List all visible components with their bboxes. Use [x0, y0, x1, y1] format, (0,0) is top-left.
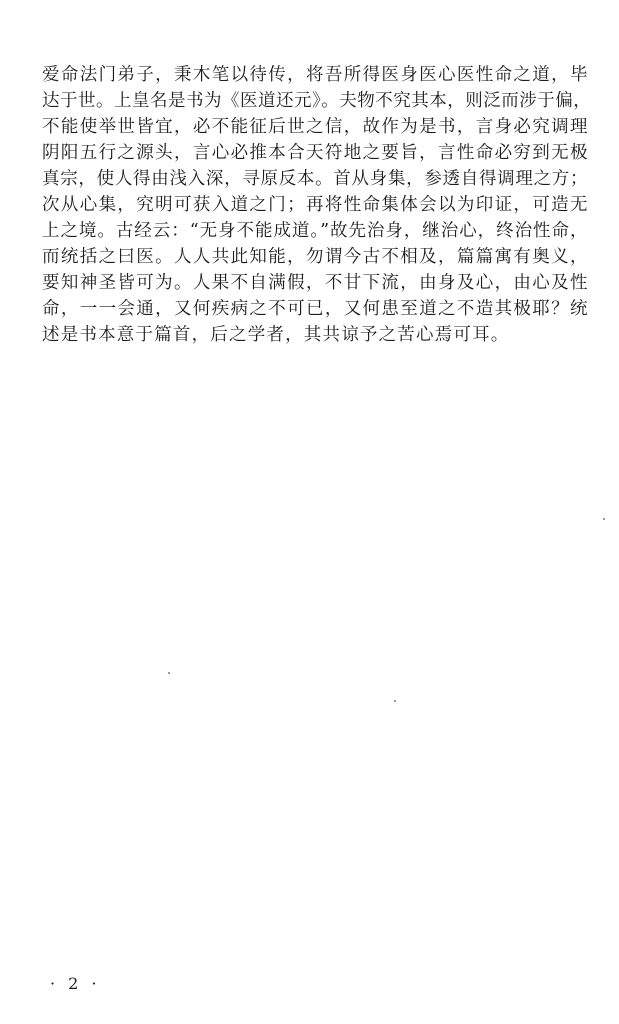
scan-speck [603, 518, 605, 520]
text-line: 阴阳五行之源头，言心必推本合天符地之要旨，言性命必穷到无极 [42, 143, 588, 163]
text-line: 达于世。上皇名是书为《医道还元》。夫物不究其本，则泛而涉于偏， [42, 91, 592, 111]
text-line: 要知神圣皆可为。人果不自满假，不甘下流，由身及心，由心及性 [42, 273, 588, 293]
text-line: 不能使举世皆宜，必不能征后世之信，故作为是书，言身必究调理 [42, 117, 588, 137]
scan-speck [394, 700, 396, 702]
text-line: 爱命法门弟子，秉木笔以待传，将吾所得医身医心医性命之道，毕 [42, 65, 588, 85]
body-text [42, 62, 592, 348]
page-number: · 2 · [50, 974, 101, 993]
scan-speck [168, 672, 170, 674]
text-line: 次从心集，究明可获入道之门；再将性命集体会以为印证，可造无 [42, 195, 588, 215]
text-line: 上之境。古经云：“无身不能成道。”故先治身，继治心，终治性命， [42, 221, 588, 241]
text-line: 命，一一会通，又何疾病之不可已，又何患至道之不造其极耶？统 [42, 299, 588, 319]
text-line: 而统括之曰医。人人共此知能，勿谓今古不相及，篇篇寓有奥义， [42, 247, 588, 267]
text-line: 真宗，使人得由浅入深，寻原反本。首从身集，参透自得调理之方； [42, 169, 588, 189]
text-line-last: 述是书本意于篇首，后之学者，其共谅予之苦心焉可耳。 [42, 325, 510, 345]
